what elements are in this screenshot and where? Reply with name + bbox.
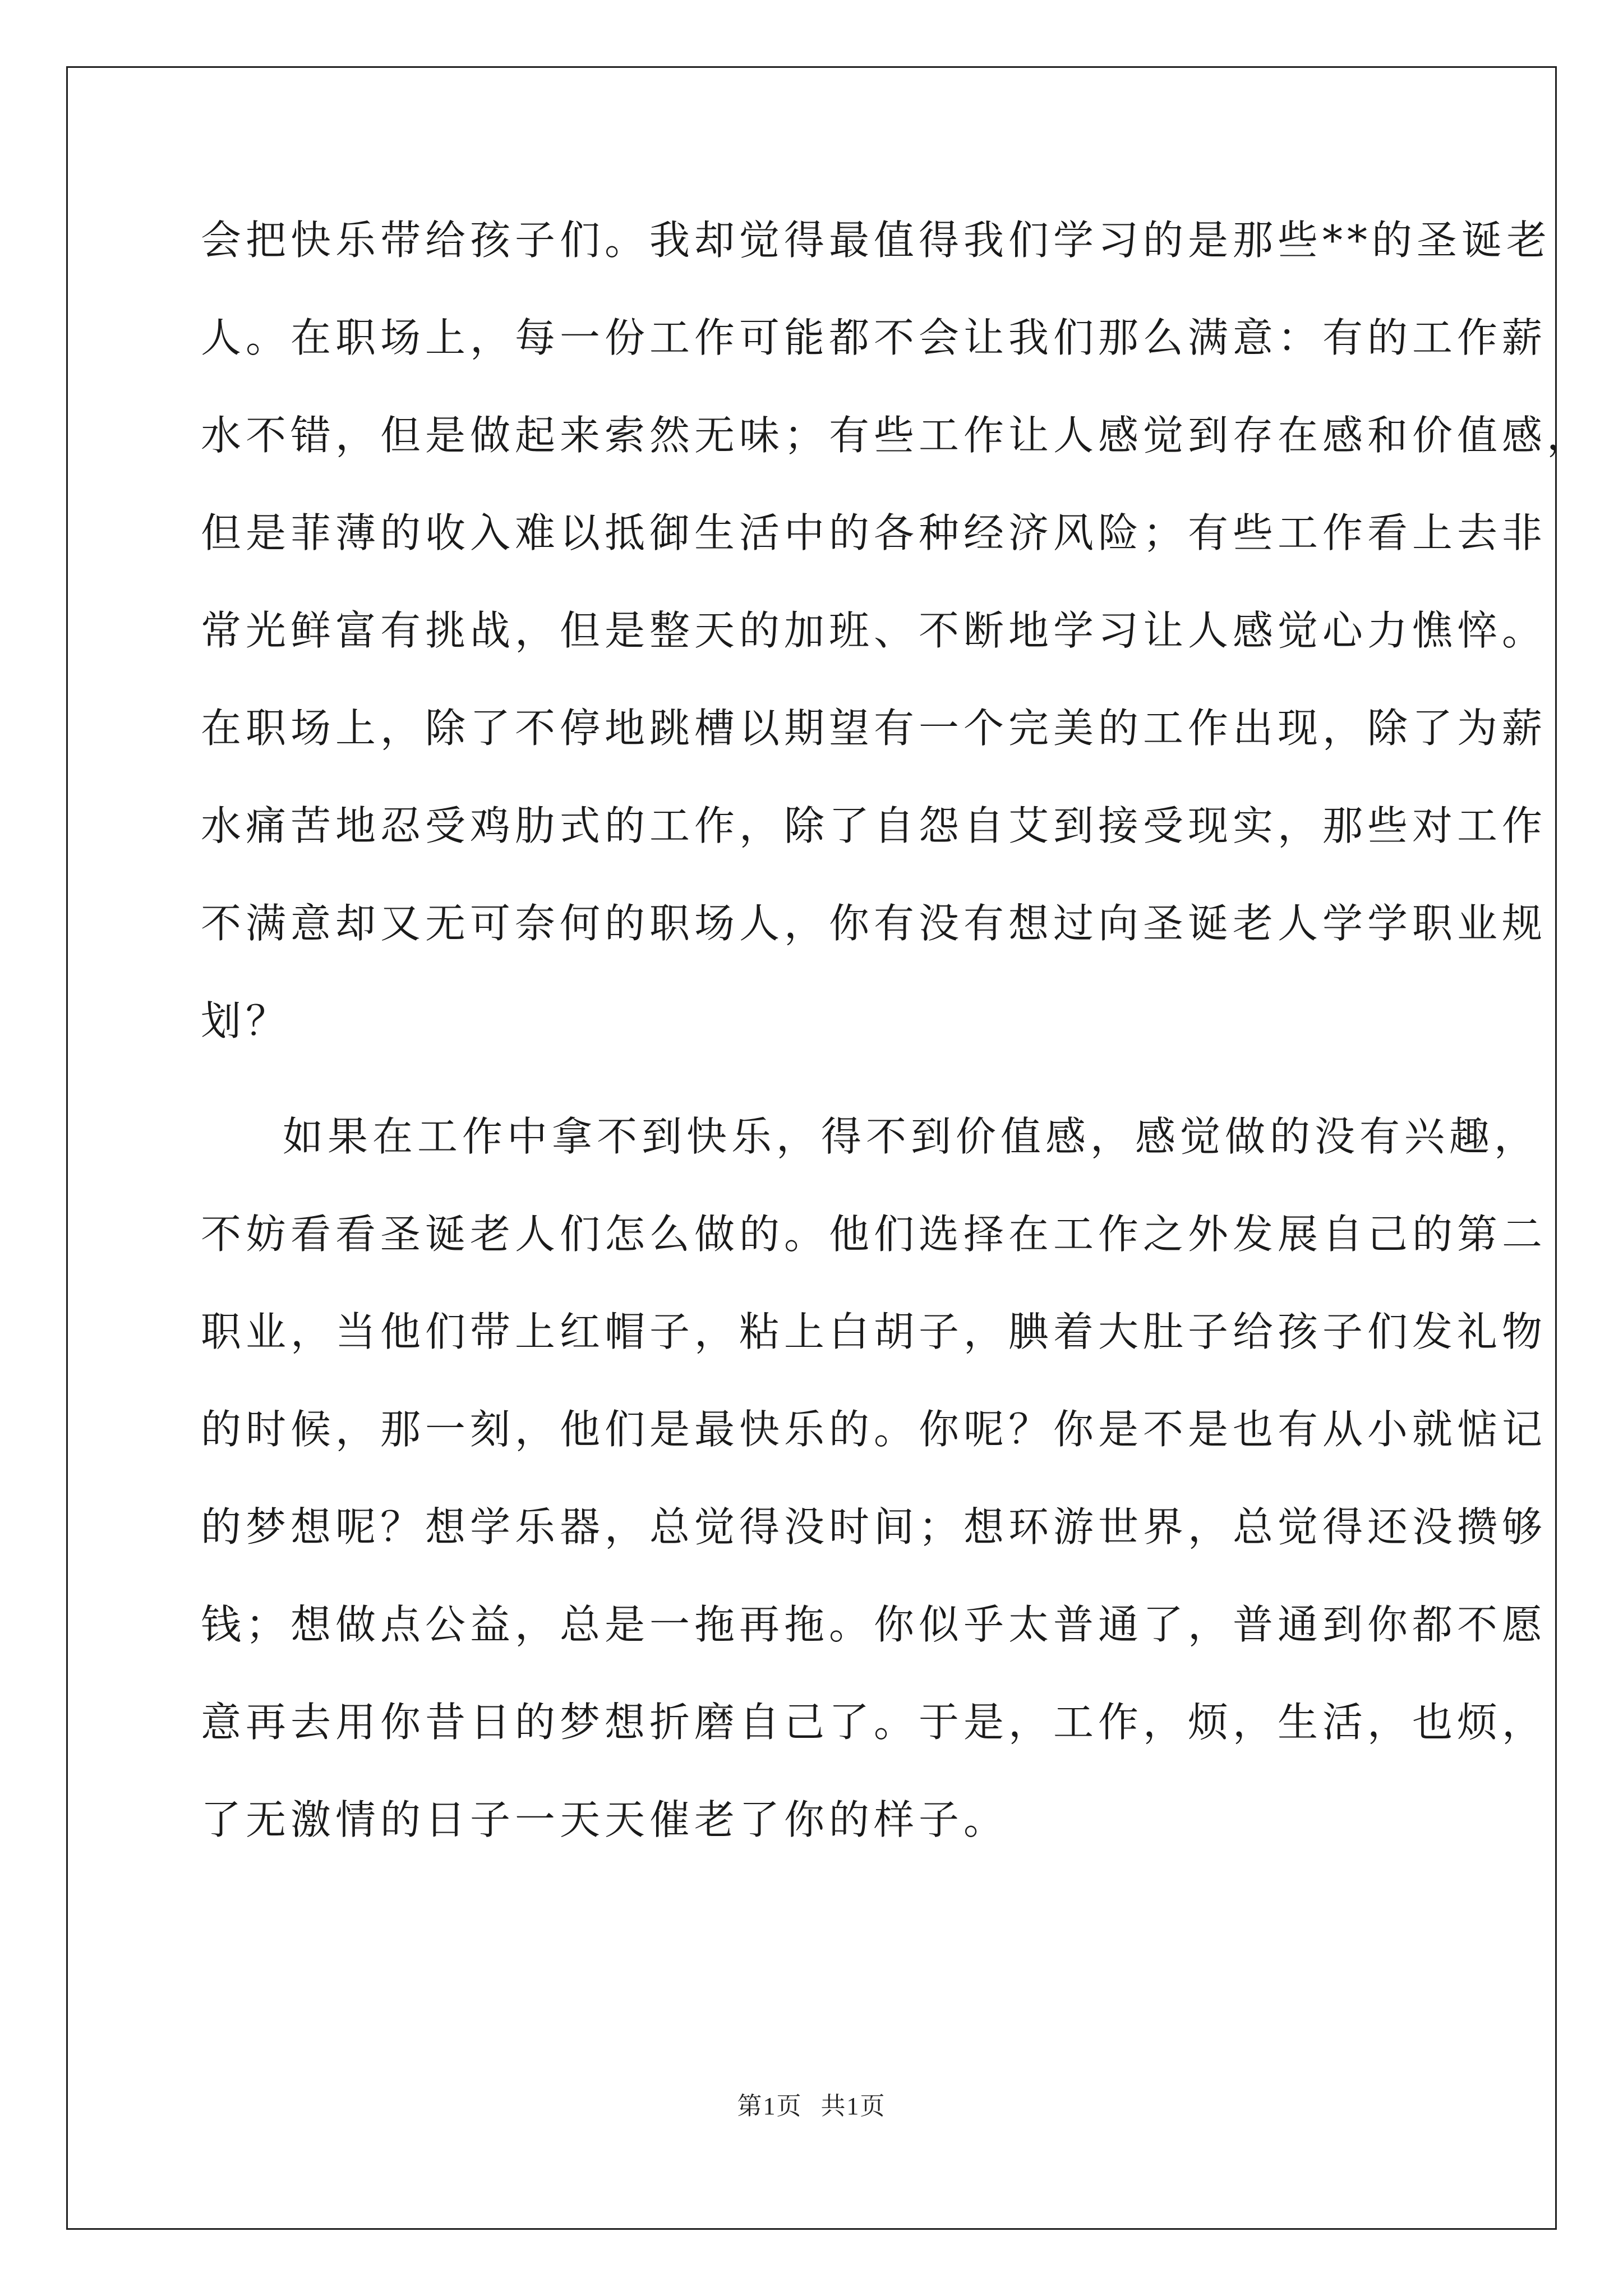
text-line: 人。在职场上，每一份工作可能都不会让我们那么满意：有的工作薪 <box>201 314 1547 361</box>
text-line: 在职场上，除了不停地跳槽以期望有一个完美的工作出现，除了为薪 <box>201 705 1547 752</box>
text-line: 职业，当他们带上红帽子，粘上白胡子，腆着大肚子给孩子们发礼物 <box>201 1308 1547 1355</box>
page-total: 共1页 <box>820 2092 886 2120</box>
text-line: 的梦想呢？想学乐器，总觉得没时间；想环游世界，总觉得还没攒够 <box>201 1503 1547 1550</box>
text-line: 意再去用你昔日的梦想折磨自己了。于是，工作，烦，生活，也烦， <box>201 1699 1547 1746</box>
text-line: 水不错，但是做起来索然无味；有些工作让人感觉到存在感和价值感， <box>201 412 1592 459</box>
document-body <box>201 208 1592 1885</box>
text-line: 常光鲜富有挑战，但是整天的加班、不断地学习让人感觉心力憔悴。 <box>201 607 1547 654</box>
paragraph-1 <box>201 208 1592 1086</box>
paragraph-2 <box>201 1104 1547 1885</box>
page-number: 第1页 <box>737 2092 803 2120</box>
text-line: 划？ <box>201 997 291 1045</box>
text-line: 但是菲薄的收入难以抵御生活中的各种经济风险；有些工作看上去非 <box>201 509 1547 556</box>
text-line: 钱；想做点公益，总是一拖再拖。你似乎太普通了，普通到你都不愿 <box>201 1601 1547 1648</box>
text-line: 如果在工作中拿不到快乐，得不到价值感，感觉做的没有兴趣， <box>283 1113 1539 1160</box>
paragraph-spacer <box>201 1086 1435 1104</box>
text-line: 不妨看看圣诞老人们怎么做的。他们选择在工作之外发展自己的第二 <box>201 1211 1547 1258</box>
text-line: 会把快乐带给孩子们。我却觉得最值得我们学习的是那些**的圣诞老 <box>201 217 1552 264</box>
text-line: 不满意却又无可奈何的职场人，你有没有想过向圣诞老人学学职业规 <box>201 900 1547 947</box>
text-line: 的时候，那一刻，他们是最快乐的。你呢？你是不是也有从小就惦记 <box>201 1406 1547 1453</box>
text-line: 水痛苦地忍受鸡肋式的工作，除了自怨自艾到接受现实，那些对工作 <box>201 802 1547 849</box>
page-footer <box>0 2086 1623 2122</box>
text-line: 了无激情的日子一天天催老了你的样子。 <box>201 1796 1009 1843</box>
